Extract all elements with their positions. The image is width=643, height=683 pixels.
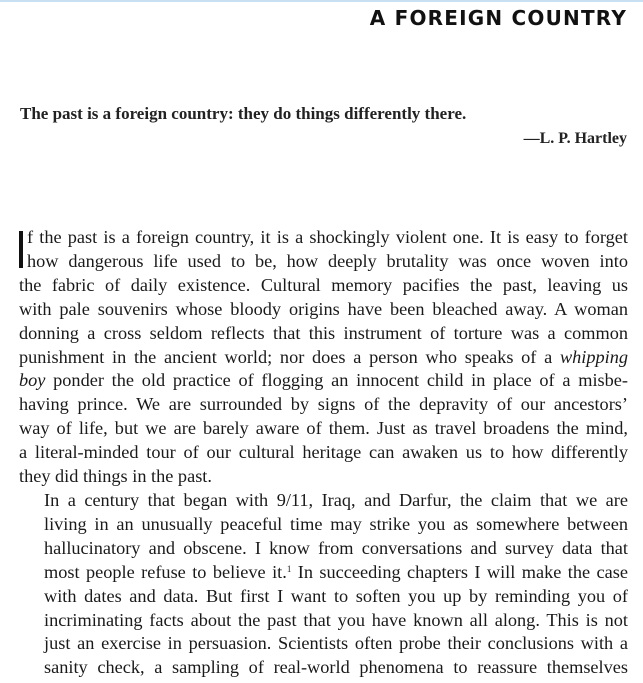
text-line: In a century that began with 9/11, Iraq, and Darfur, the claim that we are — [44, 489, 628, 510]
text-line: with dates and data. But first I want to soften you up by reminding you of — [44, 585, 628, 606]
text-line — [19, 561, 628, 585]
text-segment: In succeeding chapters I will make the case — [291, 561, 628, 582]
text-line: living in an unusually peaceful time may strike you as somewhere between — [44, 513, 628, 534]
text-line: hallucinatory and obscene. I know from conversations and survey data that — [44, 537, 628, 558]
text-line — [19, 346, 628, 370]
text-line: a literal-minded tour of our cultural heritage can awaken us to how differently — [19, 442, 628, 463]
chapter-title: A FOREIGN COUNTRY — [369, 6, 627, 30]
text-line: f the past is a foreign country, it is a shockingly violent one. It is easy to forget — [27, 227, 628, 247]
paragraph-2 — [19, 489, 628, 680]
text-line: having prince. We are surrounded by signs of the depravity of our ancestors’ — [19, 394, 628, 415]
paragraph-1 — [19, 226, 628, 489]
text-segment: punishment in the ancient world; nor does a person who speaks of a — [19, 346, 560, 367]
text-line: sanity check, a sampling of real-world phenomena to reassure themselves — [44, 657, 628, 678]
text-line: incriminating facts about the past that you have known all along. This is not — [44, 609, 628, 630]
text-line: way of life, but we are barely aware of them. Just as travel broadens the mind, — [19, 418, 628, 439]
text-line: with pale souvenirs whose bloody origins have been bleached away. A woman — [19, 298, 628, 319]
text-line: they did things in the past. — [19, 466, 212, 487]
drop-cap — [19, 231, 23, 268]
epigraph-quote: The past is a foreign country: they do things differently there. — [20, 104, 467, 123]
text-segment: ponder the old practice of flogging an innocent child in place of a misbe- — [45, 370, 628, 391]
text-line — [19, 369, 628, 393]
text-line: how dangerous life used to be, how deeply brutality was once woven into — [27, 250, 628, 271]
top-border — [0, 0, 643, 2]
italic-term: boy — [19, 370, 46, 391]
body-text — [19, 226, 628, 680]
text-line: the fabric of daily existence. Cultural memory pacifies the past, leaving us — [19, 274, 628, 295]
text-line: just an exercise in persuasion. Scientists often probe their conclusions with a — [44, 633, 628, 654]
text-line: donning a cross seldom reflects that this instrument of torture was a common — [19, 322, 628, 343]
italic-term: whipping — [559, 346, 628, 367]
text-segment: most people refuse to believe it. — [44, 561, 287, 582]
footnote-marker[interactable]: 1 — [286, 563, 292, 574]
epigraph-attribution: —L. P. Hartley — [523, 130, 627, 147]
